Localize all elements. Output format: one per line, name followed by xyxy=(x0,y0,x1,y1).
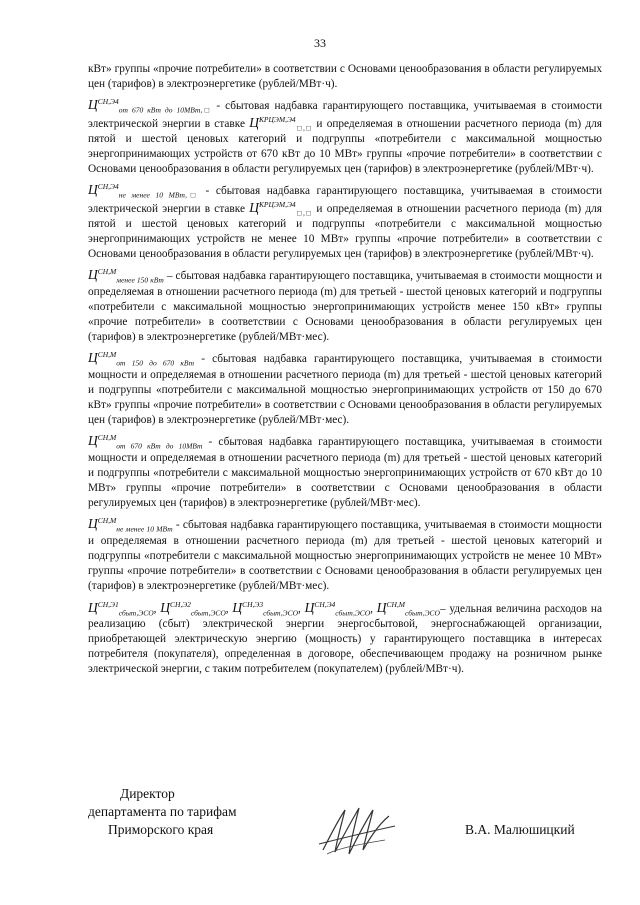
symbol-separator: , xyxy=(297,602,305,615)
symbol-main xyxy=(88,350,195,368)
symbol-subscript: сбыт,ЭСО xyxy=(263,607,298,617)
symbol-letter: Ц xyxy=(376,599,387,615)
symbol-letter: Ц xyxy=(249,199,259,215)
symbol-4 xyxy=(376,599,440,617)
symbol-rate xyxy=(249,199,313,217)
signer-title-line-2: департамента по тарифам xyxy=(88,804,237,819)
symbol-superscript: СН,Э4 xyxy=(97,182,119,192)
symbol-superscript: СН,М xyxy=(97,350,117,360)
symbol-subscript: не менее 10 МВт xyxy=(116,524,173,534)
symbol-superscript: СН,Э2 xyxy=(169,599,191,609)
symbol-separator: , xyxy=(370,602,377,615)
symbol-subscript: не менее 10 МВт,□ xyxy=(118,190,199,200)
definition-paragraph xyxy=(88,263,602,345)
symbol-subscript: сбыт,ЭСО xyxy=(190,607,226,617)
definition-paragraph-last xyxy=(88,596,602,678)
symbol-letter: Ц xyxy=(249,114,259,130)
symbol-superscript: СН,Э4 xyxy=(314,599,336,609)
symbol-superscript: СН,М xyxy=(97,516,117,526)
symbol-superscript: СН,М xyxy=(97,433,117,443)
symbol-subscript: менее 150 кВт xyxy=(116,275,164,285)
definition-text: - сбытовая надбавка гарантирующего поставщика, учитываемая в стоимости мощности и определяемая в отношении расчетного периода (m) для третьей - шестой ценовых категорий и подгруппы «потребители с максимальной мощностью энергопринимающих устройств не менее 10 МВт» группы «прочие потребители» в соответствии с Основами ценообразования в области регулируемых цен (тарифов) в электроэнергетике (рублей/МВт·мес). xyxy=(88,519,602,593)
signer-title-line-1: Директор xyxy=(120,786,175,801)
symbol-subscript: □,□ xyxy=(295,207,313,217)
symbol-main xyxy=(88,433,203,451)
symbol-superscript: СН,Э1 xyxy=(97,599,119,609)
definition-paragraph xyxy=(88,429,602,511)
definition-list xyxy=(88,93,602,594)
signer-name: В.А. Малюшицкий xyxy=(465,822,575,837)
symbol-3 xyxy=(304,599,371,617)
symbol-subscript: □,□ xyxy=(295,122,313,132)
definition-paragraph xyxy=(88,346,602,428)
symbol-letter: Ц xyxy=(88,267,98,283)
definition-paragraph xyxy=(88,93,602,177)
symbol-letter: Ц xyxy=(88,516,98,532)
symbol-letter: Ц xyxy=(88,97,98,113)
symbol-superscript: СН,М xyxy=(97,267,117,277)
symbol-subscript: сбыт,ЭСО xyxy=(405,607,440,617)
symbol-superscript: СН,М xyxy=(386,599,406,609)
handwritten-signature xyxy=(315,800,401,858)
definition-text-continued: и определяемая в отношении расчетного периода (m) для пятой и шестой ценовых категорий и подгруппы «потребители с максимальной мощностью энергопринимающих устройств от 670 кВт до 10 МВт» группы «прочие потребители» в соответствии с Основами ценообразования в области регулируемых цен (тарифов) в электроэнергетике (рублей/МВт·ч). xyxy=(88,117,603,176)
definition-paragraph xyxy=(88,178,602,262)
symbol-main xyxy=(88,97,212,115)
symbol-rate xyxy=(249,114,313,132)
symbol-letter: Ц xyxy=(232,599,243,615)
symbol-subscript: сбыт,ЭСО xyxy=(118,607,154,617)
symbol-main xyxy=(88,267,164,285)
symbol-subscript: от 670 кВт до 10МВт,□ xyxy=(118,105,212,115)
symbol-letter: Ц xyxy=(304,599,315,615)
symbol-separator: , xyxy=(153,602,161,615)
signer-title-line-3: Приморского края xyxy=(108,822,214,837)
symbol-subscript: от 150 до 670 кВт xyxy=(116,358,195,368)
definition-text: – удельная величина расходов на реализацию (сбыт) электрической энергии энергосбытовой, энергоснабжающей организации, приобретающей электрическую энергию (мощность) у гарантирующего поставщика в интересах потребителя (покупателя), определенная в договоре, обеспечивающем продажу на розничном рынке электрической энергии, с таким потребителем (покупателем) (рублей/МВт·ч). xyxy=(88,602,602,676)
symbol-main xyxy=(88,516,173,534)
definition-paragraph xyxy=(88,512,602,594)
symbol-subscript: сбыт,ЭСО xyxy=(335,607,371,617)
definition-text-continued: и определяемая в отношении расчетного периода (m) для пятой и шестой ценовых категорий и подгруппы «потребители с максимальной мощностью энергопринимающих устройств не менее 10 МВт» группы «прочие потребители» в соответствии с Основами ценообразования в области регулируемых цен (тарифов) в электроэнергетике (рублей/МВт·ч). xyxy=(88,202,603,261)
definition-text: - сбытовая надбавка гарантирующего поставщика, учитываемая в стоимости мощности и определяемая в отношении расчетного периода (m) для третьей - шестой ценовых категорий и подгруппы «потребители с максимальной мощностью энергопринимающих устройств от 150 до 670 кВт» группы «прочие потребители» в соответствии с Основами ценообразования в области регулируемых цен (тарифов) в электроэнергетике (рублей/МВт·мес). xyxy=(88,353,602,427)
symbol-separator: , xyxy=(225,602,233,615)
symbol-1 xyxy=(160,599,226,617)
symbol-subscript: от 670 кВт до 10МВт xyxy=(116,441,203,451)
symbol-letter: Ц xyxy=(88,182,98,198)
intro-paragraph: кВт» группы «прочие потребители» в соответствии с Основами ценообразования в области регулируемых цен (тарифов) в электроэнергетике (рублей/МВт·ч). xyxy=(88,63,602,91)
document-body xyxy=(88,62,602,679)
definition-text: - сбытовая надбавка гарантирующего поставщика, учитываемая в стоимости электрической энергии в ставке xyxy=(88,100,602,130)
definition-text: - сбытовая надбавка гарантирующего поставщика, учитываемая в стоимости электрической энергии в ставке xyxy=(88,185,602,215)
symbol-main xyxy=(88,182,199,200)
symbol-letter: Ц xyxy=(88,350,98,366)
symbol-letter: Ц xyxy=(88,599,98,615)
definition-text: – сбытовая надбавка гарантирующего поставщика, учитываемая в стоимости мощности и определяемая в отношении расчетного периода (m) для третьей - шестой ценовых категорий и подгруппы «потребители с максимальной мощностью энергопринимающих устройств менее 150 кВт» группы «прочие потребители» в соответствии с Основами ценообразования в области регулируемых цен (тарифов) в электроэнергетике (рублей/МВт·мес). xyxy=(88,270,603,344)
symbol-0 xyxy=(88,599,154,617)
symbol-superscript: КРЦЭМ,Э4 xyxy=(258,199,296,209)
symbol-2 xyxy=(232,599,298,617)
symbol-letter: Ц xyxy=(160,599,170,615)
symbol-superscript: КРЦЭМ,Э4 xyxy=(258,114,296,124)
symbol-superscript: СН,Э3 xyxy=(242,599,264,609)
symbol-letter: Ц xyxy=(88,433,98,449)
definition-text: - сбытовая надбавка гарантирующего поставщика, учитываемая в стоимости мощности и определяемая в отношении расчетного периода (m) для третьей - шестой ценовых категорий и подгруппы «потребители с максимальной мощностью энергопринимающих устройств от 670 кВт до 10 МВт» группы «прочие потребители» в соответствии с Основами ценообразования в области регулируемых цен (тарифов) в электроэнергетике (рублей/МВт·мес). xyxy=(88,436,602,510)
page-number: 33 xyxy=(314,36,326,50)
symbol-superscript: СН,Э4 xyxy=(97,97,119,107)
